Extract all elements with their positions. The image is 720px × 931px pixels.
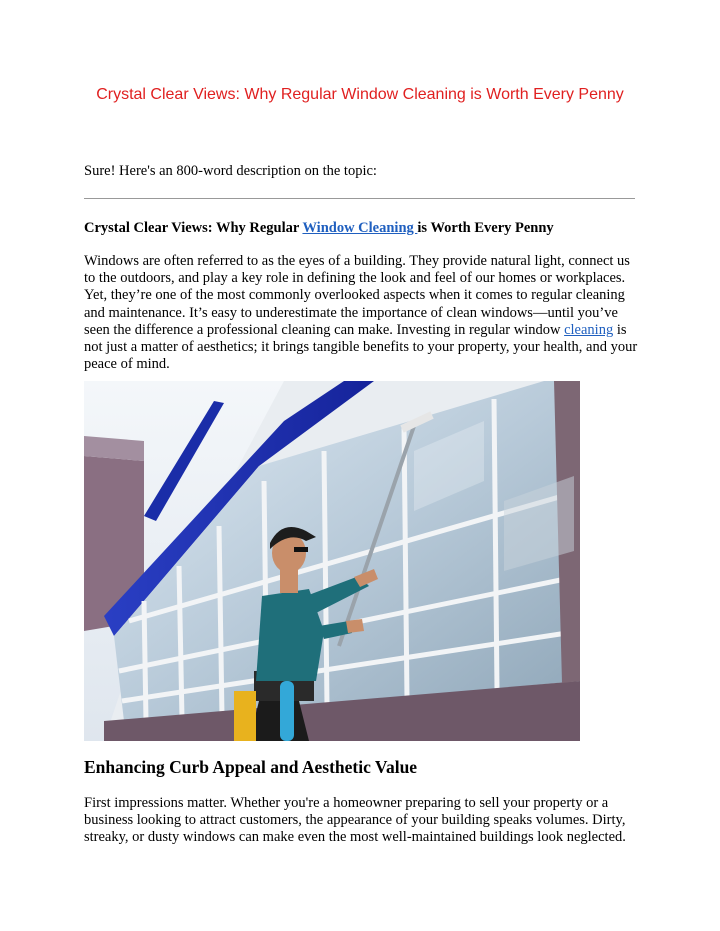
curb-appeal-paragraph: First impressions matter. Whether you're a homeowner preparing to sell your property or a business looking to attract customers, the appearance of your building speaks volumes. Dirty, streaky, or dusty windows can make even the most well-maintained buildings look neglected. xyxy=(84,795,626,846)
article-heading-start: Crystal Clear Views: Why Regular xyxy=(84,220,303,236)
section-heading-curb-appeal: Enhancing Curb Appeal and Aesthetic Value xyxy=(84,757,418,777)
intro-paragraph-start: Windows are often referred to as the eyes of a building. They provide natural light, connect us to the outdoors, and play a key role in defining the look and feel of our homes or workplaces. Yet, they’re one of the most commonly overlooked aspects when it comes to regular cleaning and maintenance. It’s easy to underestimate the importance of clean windows—until you’ve seen the difference a professional cleaning can make. Investing in regular window xyxy=(84,253,630,338)
intro-paragraph-end: is not just a matter of aesthetics; it brings tangible benefits to your property, your health, and your peace of mind. xyxy=(84,321,638,373)
article-heading xyxy=(84,220,554,237)
horizontal-divider xyxy=(84,198,635,199)
window-cleaning-link[interactable]: Window Cleaning xyxy=(302,220,418,236)
article-heading-end: is Worth Every Penny xyxy=(417,220,554,236)
cleaning-link[interactable]: cleaning xyxy=(564,321,614,338)
intro-line: Sure! Here's an 800-word description on the topic: xyxy=(84,163,377,179)
intro-paragraph xyxy=(84,253,640,373)
window-cleaner-photo xyxy=(84,381,580,741)
page-title: Crystal Clear Views: Why Regular Window Cleaning is Worth Every Penny xyxy=(96,86,624,103)
